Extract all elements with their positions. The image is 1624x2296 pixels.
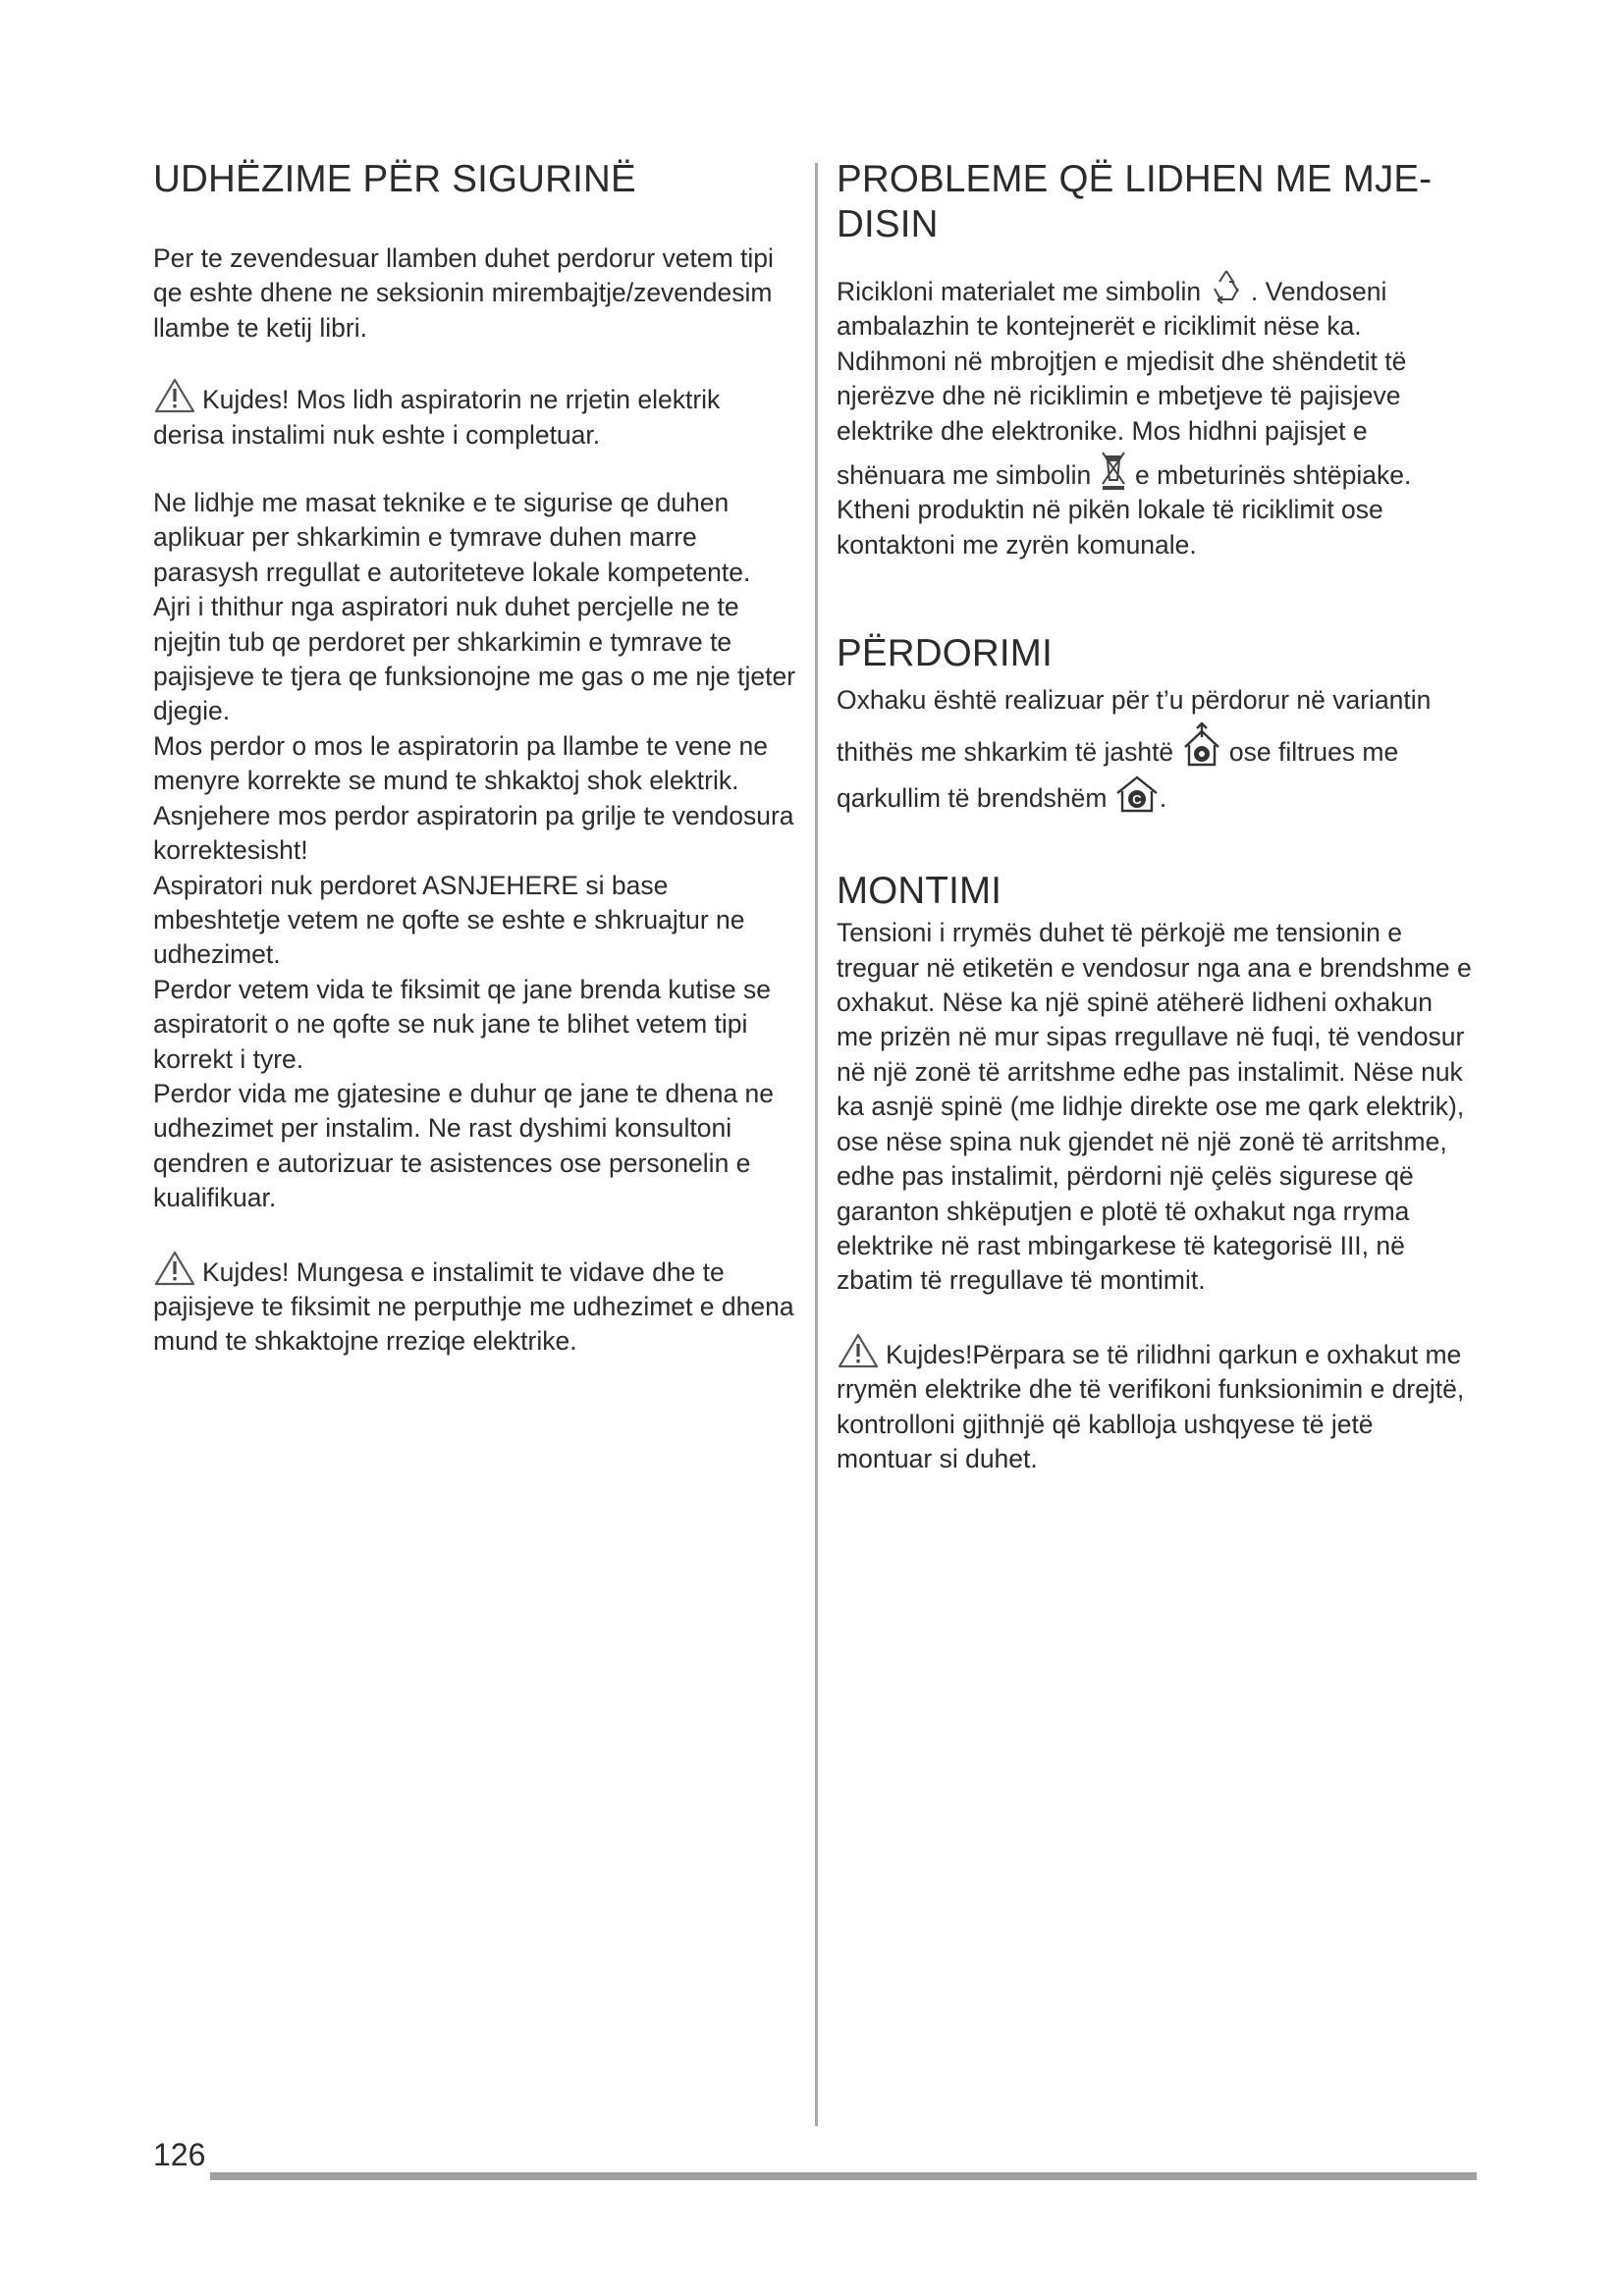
environment-paragraph <box>837 267 1475 562</box>
warning-block-2 <box>153 1250 796 1360</box>
warning-text-1: Kujdes! Mos lidh aspiratorin ne rrjetin elektrik derisa instalimi nuk eshte i completuar. <box>153 385 721 450</box>
usage-title: PËRDORIMI <box>837 632 1053 675</box>
safety-paragraph-air: Ajri i thithur nga aspiratori nuk duhet percjelle ne te njejtin tub qe perdoret per shkarkimin e tymrave te pajisjeve te tjera qe funksionojne me gas o me nje tjeter djegie. <box>153 592 796 726</box>
footer-rule <box>210 2172 1477 2180</box>
warning-triangle-icon <box>153 377 196 414</box>
warning-text-3: Kujdes!Përpara se të rilidhni qarkun e oxhakut me rrymën elektrike dhe të verifikoni funksionimin e drejtë, kontrolloni gjithnjë që kablloja ushqyese të jetë montuar si duhet. <box>837 1339 1465 1473</box>
safety-paragraph-bulb: Mos perdor o mos le aspiratorin pa llambe te vene ne menyre korrekte se mund te shkaktoj shok elektrik. <box>153 730 769 796</box>
environment-title: PROBLEME QË LIDHEN ME MJE-DISIN <box>837 158 1433 245</box>
recycle-icon <box>1209 267 1244 306</box>
column-divider <box>815 163 818 2126</box>
usage-paragraph <box>837 678 1475 820</box>
safety-paragraph-lamp: Per te zevendesuar llamben duhet perdorur vetem tipi qe eshte dhene ne seksionin mirembajtje/zevendesim llambe te ketij libri. <box>153 243 774 343</box>
left-column <box>153 157 796 1360</box>
right-column <box>837 157 1475 1476</box>
warning-triangle-icon <box>153 1250 196 1287</box>
safety-paragraph-screws: Perdor vetem vida te fiksimit qe jane brenda kutise se aspiratorit o ne qofte se nuk jane te blihet vetem tipi korrekt i tyre. <box>153 974 771 1074</box>
safety-paragraph-support: Aspiratori nuk perdoret ASNJEHERE si base mbeshtetje vetem ne qofte se eshte e shkruajtur ne udhezimet. <box>153 870 745 970</box>
usage-text-b: ose filtrues me qarkullim të brendshëm <box>837 737 1399 814</box>
mounting-title: MONTIMI <box>837 870 1002 913</box>
environment-text-a: Ricikloni materialet me simbolin <box>837 277 1202 306</box>
safety-paragraph-screw-length: Perdor vida me gjatesine e duhur qe jane te dhena ne udhezimet per instalim. Ne rast dyshimi konsultoni qendren e autorizuar te asistences ose personelin e kualifikuar. <box>153 1078 775 1213</box>
environment-text-b: . Vendoseni ambalazhin te kontejnerët e riciklimit nëse ka. Ndihmoni në mbrojtjen e mjedisit dhe shëndetit të njerëzve dhe në riciklimin e mbetjeve të pajisjeve elektrike dhe elektronike. Mos hidhni pajisjet e shënuara me simbolin <box>837 277 1407 491</box>
warning-triangle-icon <box>837 1332 880 1369</box>
safety-paragraph-grille: Asnjehere mos perdor aspiratorin pa grilje te vendosura korrektesisht! <box>153 800 794 866</box>
safety-title: UDHËZIME PËR SIGURINË <box>153 158 636 200</box>
safety-paragraph-regulations: Ne lidhje me masat teknike e te sigurise qe duhen aplikuar per shkarkimin e tymrave duhen marre parasysh rregullat e autoriteteve lokale kompetente. <box>153 488 751 587</box>
page-number: 126 <box>153 2137 206 2172</box>
usage-text-a: Oxhaku është realizuar për t’u përdorur në variantin thithës me shkarkim të jashtë <box>837 685 1432 768</box>
extraction-mode-icon <box>1181 721 1222 769</box>
mounting-paragraph: Tensioni i rrymës duhet të përkojë me tensionin e treguar në etiketën e vendosur nga ana e brendshme e oxhakut. Nëse ka një spinë atëherë lidheni oxhakun me prizën në mur sipas rregullave në fuqi, të vendosur në një zonë të arritshme edhe pas instalimit. Nëse nuk ka asnjë spinë (me lidhje direkte ose me qark elektrik), ose nëse spina nuk gjendet në një zonë të arritshme, edhe pas instalimit, përdorni një çelës sigurese që garanton shkëputjen e plotë të oxhakut nga rryma elektrike në rast mbingarkese të kategorisë III, në zbatim të rregullave të montimit. <box>837 918 1472 1296</box>
environment-text-c: e mbeturinës shtëpiake. Ktheni produktin në pikën lokale të riciklimit ose kontaktoni me zyrën komunale. <box>837 460 1412 560</box>
warning-block-3 <box>837 1332 1475 1477</box>
recirculation-mode-icon <box>1114 774 1160 815</box>
svg-text:C: C <box>1132 792 1142 808</box>
warning-block-1 <box>153 377 796 453</box>
warning-text-2: Kujdes! Mungesa e instalimit te vidave dhe te pajisjeve te fiksimit ne perputhje me udhezimet e dhena mund te shkaktojne rreziqe elektrike. <box>153 1256 794 1357</box>
crossed-bin-icon <box>1099 449 1128 492</box>
usage-text-c: . <box>1159 783 1167 814</box>
